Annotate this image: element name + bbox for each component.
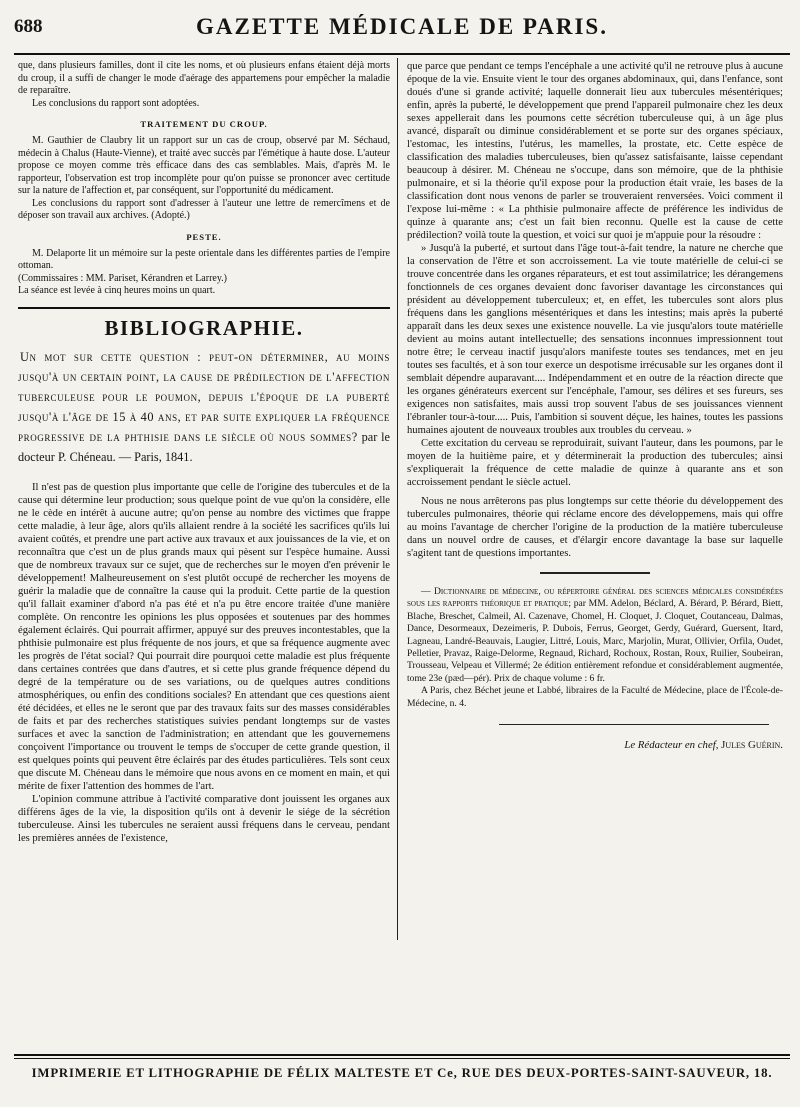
closing-rule: [499, 724, 769, 725]
review-paragraph: Cette excitation du cerveau se reproduirait, suivant l'auteur, dans les poumons, par le moyen de la huitième paire, et y déterminerait la production des tubercules; ainsi s'expliquerait la fréquence de cette maladie de quinze à quarante ans et son accroissement pendant le siècle actuel.: [407, 438, 783, 488]
journal-title: GAZETTE MÉDICALE DE PARIS.: [196, 14, 608, 39]
section-heading-croup: TRAITEMENT DU CROUP.: [140, 119, 268, 129]
seance-closed: La séance est levée à cinq heures moins un quart.: [18, 285, 216, 296]
croup-continuation: que, dans plusieurs familles, dont il cite les noms, et où plusieurs enfans étaient déjà morts du croup, il a suffi de changer le mode d'aérage des appartemens pour empêcher la maladie de reparaître.: [18, 60, 390, 96]
section-heading-peste: PESTE.: [186, 231, 222, 242]
dictionary-title: — Dictionnaire de médecine, ou répertoire général des sciences médicales considérées sous les rapports théorique et pratique;: [407, 586, 783, 610]
page-header: [14, 14, 790, 50]
review-continuation: que parce que pendant ce temps l'encéphale a une activité qu'il ne retrouve plus à aucune époque de la vie. Ensuite vient le tour des organes abdominaux, qui, dans l'enfance, sont doués d'une si grande activité; laquelle donnerait lieu aux tubercules mésentériques; enfin, après la puberté, le développement que prend l'appareil pulmonaire chez les deux sexes appellerait dans les poumons cette sécrétion tuberculeuse qui, à un âge plus avancé, disparaît ou diminue considérablement et se porte sur des organes spéciaux, l'estomac, les intestins, l'utérus, les mamelles, la prostate, etc. Cette espèce de classification des maladies tuberculeuses, bien qu'assez satisfaisante, laisse cependant beaucoup à désirer. M. Chéneau ne s'occupe, dans son mémoire, que de la phthisie pulmonaire, et si la théorie qu'il expose pour la production était vraie, les bases de la classification dont nous venons de parler se trouveraient renversées. Voici comment il l'expose lui-même : « La phthisie pulmonaire affecte de préférence les individus de quinze à quarante ans; c'est un fait bien reconnu. Quelle est la cause de cette prédilection? voilà toute la question, et voici sur quoi je m'appuie pour la résoudre :: [407, 61, 783, 241]
signature-label: Le Rédacteur en chef,: [624, 739, 719, 752]
footer-rule: [14, 1058, 790, 1059]
printer-imprint: IMPRIMERIE ET LITHOGRAPHIE DE FÉLIX MALTESTE ET Ce, RUE DES DEUX-PORTES-SAINT-SAUVEUR, 18.: [31, 1066, 773, 1080]
author-quote: » Jusqu'à la puberté, et surtout dans l'âge tout-à-fait tendre, la nature ne cherche que la conservation de l'être et son accroissement. La vie toute matérielle de celui-ci se trouve concentrée dans les organes réparateurs, et est tout assimilatrice; les dérangemens fonctionnels de ces organes devaient donc favoriser davantage les circonstances qui président au développement tuberculeux; et, en effet, les tubercules sont alors plus fréquens dans les ganglions mésentériques et dans les intestins; mais après la puberté apparaît dans les deux sexes une existence nouvelle. La vie jusqu'alors toute matérielle devient au moins autant intellectuelle; des sensations inconnues impressionnent tout notre être; le cerveau inactif jusqu'alors manifeste toutes ses tendances, met en jeu toutes ses facultés, et à son tour exerce un despotisme irrécusable sur les organes dont il semblait dépendre auparavant.... Indépendamment et en outre de la réaction directe que les organes générateurs exercent sur l'encéphale, l'amour, ses délires et ses fureurs, ses exigences non satisfaites, mais aussi trop souvent l'abus de ses jouissances viennent l'ébranler tour-à-tour..... Puis, l'ambition si souvent déçue, les haines, toutes les passions humaines ajoutent de nouveaux troubles aux troubles du cerveau. »: [407, 243, 783, 436]
dictionary-contributors: par MM. Adelon, Béclard, A. Bérard, P. Bérard, Biett, Blache, Breschet, Calmeil, Al. Cazenave, Chomel, H. Cloquet, J. Cloquet, Coutanceau, Dalmas, Dance, Desormeaux, Dezeimeris, P. Dubois, Ferrus, Georget, Gerdy, Guérard, Guersent, Itard, Lagneau, Landré-Beauvais, Laugier, Littré, Louis, Marc, Marjolin, Murat, Ollivier, Orfila, Oudet, Pelletier, Pravaz, Raige-Delorme, Regnaud, Richard, Rochoux, Rostan, Roux, Ruilier, Soubeiran, Trousseau, Velpeau et Villermé; 2e édition entièrement refondue et considérablement augmentée, tome 23e (pæd—pér). Prix de chaque volume : 6 fr.: [407, 598, 783, 684]
right-column: [407, 60, 783, 751]
conclusions-adopted: Les conclusions du rapport sont adoptées.: [32, 97, 200, 109]
review-paragraph: Il n'est pas de question plus importante que celle de l'origine des tubercules et de la cause qui détermine leur production; sous quelque point de vue qu'on la considère, elle ne le cède en intérêt à aucune autre; qu'on pense au nombre des victimes que frappe cette maladie, à leur âge, alors qu'ils allaient rendre à la société les sacrifices qu'ils lui avaient coûtés, et prendre une part active aux travaux et aux jouissances de la vie, et on reconnaîtra que c'est un de plus grands maux qui pèsent sur l'espèce humaine. Aussi que de nombreux travaux sur ce sujet, que de recherches sur le moyen d'en prévenir le développement! Malheureusement on s'est plutôt occupé de rechercher les moyens de guérir la maladie que de connaître la cause qui la produit. Cette partie de la question qu'il fallait examiner d'abord n'a pas été et n'a pu être encore traitée d'une manière complète. On rencontre les opinions les plus opposées et soutenues par des hommes également éclairés. Qui pourrait affirmer, appuyé sur des preuves incontestables, que la phthisie pulmonaire est plus fréquente de nos jours, et que sa fréquence augmente avec les progrès de l'état social? Qui pourrait dire pourquoi cette maladie est plus fréquente dans certaines contrées que dans d'autres, et si cette plus grande fréquence dépend du degré de la température ou de ses variations, ou de quelques autres conditions atmosphériques, ou enfin des conditions sociales? En attendant que ces questions aient été décidées, et elles ne le seront que par des travaux faits sur des masses considérables de faits et par des recherches statistiques suivies pendant longtemps sur de vastes surfaces et avec la sanction de l'administration; en attendant que les gouvernemens conçoivent l'importance ou trouvent le temps de s'occuper de cette grande question, il est quelques points qui peuvent être éclairés par des études particulières. Tels sont ceux que discute M. Chéneau dans le mémoire que nous avons en ce moment en main, et qui mérite de fixer l'attention des hommes de l'art.: [18, 481, 390, 792]
conclusions-report: Les conclusions du rapport sont d'adresser à l'auteur une lettre de remercîmens et de déposer son travail aux archives. (Adopté.): [18, 197, 390, 221]
review-paragraph: Nous ne nous arrêterons pas plus longtemps sur cette théorie du développement des tubercules pulmonaires, théorie qui réclame encore des développemens, mais qui offre au moins l'avantage de chercher l'origine de la production de la matière tuberculeuse dans un nouvel ordre de causes, et d'élargir encore davantage la base sur laquelle s'agitent tant de questions importantes.: [407, 496, 783, 559]
left-column: [18, 60, 390, 845]
separator-rule: [540, 572, 650, 574]
book-author: par le docteur P. Chéneau. — Paris, 1841.: [18, 429, 390, 464]
dictionary-publisher: A Paris, chez Béchet jeune et Labbé, libraires de la Faculté de Médecine, place de l'École-de-Médecine, n. 4.: [407, 685, 783, 709]
footer-rule: [14, 1054, 790, 1056]
dictionary-notice: [407, 586, 783, 685]
reviewed-book-title: [18, 347, 390, 467]
traitement-text: M. Gauthier de Claubry lit un rapport sur un cas de croup, observé par M. Séchaud, médecin à Chalus (Haute-Vienne), et traité avec succès par l'émétique à haute dose. L'auteur propose ce moyen comme très efficace dans des cas semblables. Mais, d'après M. le rapporteur, l'observation est trop incomplète pour qu'on puisse se prononcer avec certitude sur la nature de l'affection et, par conséquent, sur l'opportunité du médicament.: [18, 135, 390, 196]
column-divider: [397, 58, 398, 940]
peste-text: M. Delaporte lit un mémoire sur la peste orientale dans les différentes parties de l'empire ottoman.: [18, 247, 390, 271]
bibliography-heading: BIBLIOGRAPHIE.: [104, 315, 304, 340]
page-number: 688: [14, 16, 43, 37]
book-title-text: Un mot sur cette question : peut-on déterminer, au moins jusqu'à un certain point, la cause de prédilection de l'affection tuberculeuse pour le poumon, depuis l'époque de la puberté jusqu'à l'âge de 15 à 40 ans, et par suite expliquer la fréquence progressive de la phthisie dans le siècle où nous sommes?: [18, 349, 390, 444]
signature-name: Jules Guérin.: [721, 739, 783, 752]
review-paragraph: L'opinion commune attribue à l'activité comparative dont jouissent les organes aux différens âges de la vie, la disposition qu'ils ont à devenir le siége de la sécrétion tuberculeuse. Ainsi les tubercules ne seraient aussi fréquens dans le cerveau, pendant les premières années de l'existence,: [18, 793, 390, 844]
editor-signature: [407, 739, 783, 751]
commissaires: (Commissaires : MM. Pariset, Kérandren et Larrey.): [18, 272, 228, 284]
section-rule: [18, 307, 390, 309]
header-rule: [14, 53, 790, 55]
